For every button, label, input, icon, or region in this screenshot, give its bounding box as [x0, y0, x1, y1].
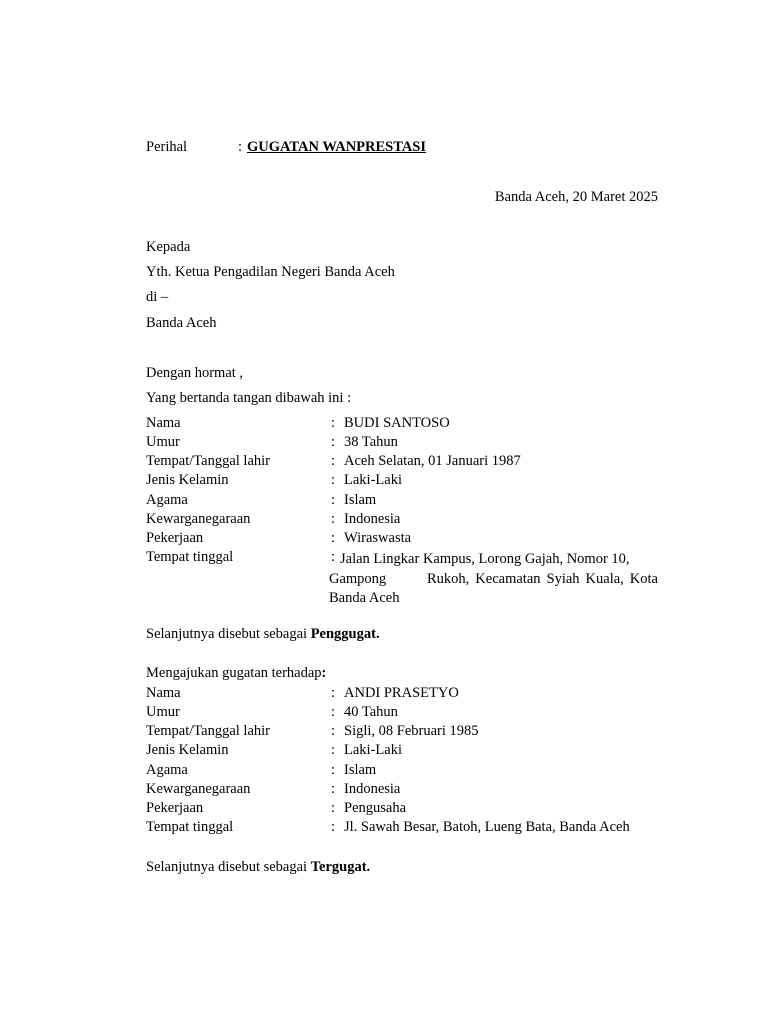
field-value: Pengusaha [344, 800, 407, 816]
perihal-value: GUGATAN WANPRESTASI [247, 139, 426, 155]
field-value: Wiraswasta [344, 530, 412, 546]
field-value: Aceh Selatan, 01 Januari 1987 [344, 453, 521, 469]
field-colon: : [331, 723, 336, 739]
field-label: Tempat/Tanggal lahir [146, 453, 270, 469]
closing-defendant-bold: Tergugat. [310, 859, 371, 875]
addressee-line-2: Yth. Ketua Pengadilan Negeri Banda Aceh [146, 264, 395, 280]
address-line-1-text: Jalan Lingkar Kampus, Lorong Gajah, Nomor 10, [340, 551, 630, 567]
field-colon: : [331, 549, 336, 565]
field-label: Tempat tinggal [146, 819, 234, 835]
closing-defendant [146, 860, 370, 875]
field-colon: : [331, 781, 336, 797]
field-value: Sigli, 08 Februari 1985 [344, 723, 479, 739]
field-value: Indonesia [344, 781, 401, 797]
greeting: Dengan hormat , [146, 365, 244, 381]
place-date: Banda Aceh, 20 Maret 2025 [494, 189, 658, 205]
field-colon: : [331, 819, 336, 835]
intro-text: Yang bertanda tangan dibawah ini : [146, 390, 352, 406]
field-label: Kewarganegaraan [146, 781, 251, 797]
addressee-line-4: Banda Aceh [146, 315, 217, 331]
field-colon: : [331, 530, 336, 546]
field-value: BUDI SANTOSO [344, 415, 450, 431]
field-colon: : [331, 704, 336, 720]
field-colon: : [331, 511, 336, 527]
field-label: Pekerjaan [146, 530, 204, 546]
intro-defendant [146, 666, 326, 681]
field-label: Pekerjaan [146, 800, 204, 816]
field-value: Islam [344, 762, 377, 778]
field-colon: : [331, 415, 336, 431]
address-line-3: Banda Aceh [329, 590, 400, 606]
field-colon: : [331, 685, 336, 701]
address-line-2-word: Gampong [329, 570, 387, 587]
address-line-1 [329, 550, 658, 570]
address-block [329, 550, 658, 609]
field-label: Umur [146, 434, 180, 450]
field-value: Laki-Laki [344, 472, 402, 488]
field-value: Jl. Sawah Besar, Batoh, Lueng Bata, Banda Aceh [344, 819, 630, 835]
closing-defendant-text: Selanjutnya disebut sebagai [146, 859, 311, 875]
perihal-colon: : [238, 139, 243, 155]
field-colon: : [331, 800, 336, 816]
field-label: Nama [146, 415, 181, 431]
addressee-line-3: di – [146, 289, 169, 305]
closing-plaintiff [146, 627, 380, 642]
closing-plaintiff-bold: Penggugat. [310, 626, 380, 642]
intro-defendant-bold: : [321, 665, 327, 681]
field-label: Umur [146, 704, 180, 720]
field-value: Laki-Laki [344, 742, 402, 758]
field-label: Tempat/Tanggal lahir [146, 723, 270, 739]
addressee-line-1: Kepada [146, 239, 191, 255]
field-value: ANDI PRASETYO [344, 685, 459, 701]
field-label: Agama [146, 762, 188, 778]
field-colon: : [331, 453, 336, 469]
address-line-2 [329, 570, 658, 590]
field-label: Kewarganegaraan [146, 511, 251, 527]
field-label: Agama [146, 492, 188, 508]
field-colon: : [331, 472, 336, 488]
field-colon: : [331, 434, 336, 450]
field-value: Islam [344, 492, 377, 508]
field-value: Indonesia [344, 511, 401, 527]
closing-plaintiff-text: Selanjutnya disebut sebagai [146, 626, 311, 642]
field-colon: : [331, 742, 336, 758]
field-label: Nama [146, 685, 181, 701]
perihal-label: Perihal [146, 139, 188, 155]
field-colon: : [331, 492, 336, 508]
field-label: Jenis Kelamin [146, 472, 229, 488]
field-colon: : [331, 762, 336, 778]
intro-defendant-text: Mengajukan gugatan terhadap [146, 665, 322, 681]
field-value: 38 Tahun [344, 434, 398, 450]
field-label: Jenis Kelamin [146, 742, 229, 758]
address-line-2-rest: Rukoh, Kecamatan Syiah Kuala, Kota [427, 570, 658, 587]
field-label: Tempat tinggal [146, 549, 234, 565]
field-value: 40 Tahun [344, 704, 398, 720]
